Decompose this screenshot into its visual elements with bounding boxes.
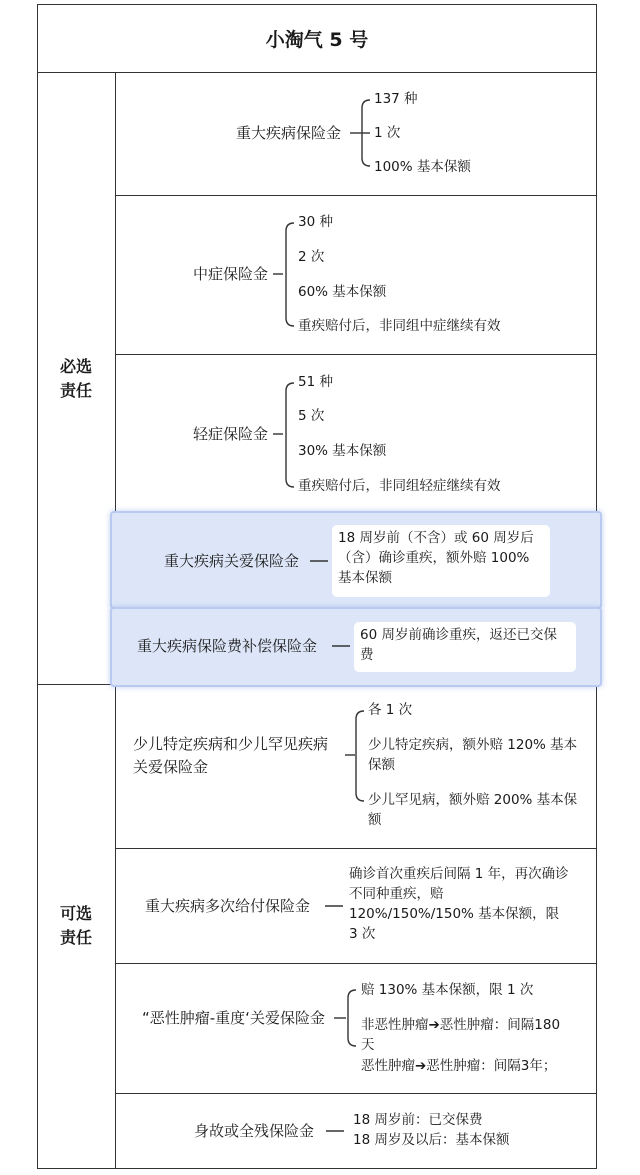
benefit-name: “恶性肿瘤-重度‘关爱保险金 <box>142 1009 325 1027</box>
section-label-line: 责任 <box>59 928 92 947</box>
benefit-detail: 少儿罕见病，额外赔 200% 基本保额 <box>368 792 578 828</box>
benefit-detail: 18 周岁及以后：基本保额 <box>353 1132 510 1148</box>
benefit-detail: 137 种 <box>374 91 418 107</box>
benefit-detail: 恶性肿瘤➔恶性肿瘤：间隔3年； <box>361 1058 557 1074</box>
section-label-line: 责任 <box>59 381 92 400</box>
benefit-detail: 2 次 <box>298 249 325 265</box>
benefit-name: 重大疾病关爱保险金 <box>164 552 300 570</box>
section-label-line: 必选 <box>59 357 92 376</box>
benefit-name: 重大疾病保险费补偿保险金 <box>137 637 318 655</box>
benefit-detail: 赔 130% 基本保额，限 1 次 <box>361 982 534 998</box>
benefit-detail: 30% 基本保额 <box>298 443 387 459</box>
benefit-detail: 100% 基本保额 <box>374 159 471 175</box>
benefit-detail: 51 种 <box>298 374 333 390</box>
benefit-detail: 30 种 <box>298 214 333 230</box>
benefit-detail: 重疾赔付后，非同组中症继续有效 <box>298 318 501 334</box>
benefit-detail: 1 次 <box>374 125 401 141</box>
benefit-name: 身故或全残保险金 <box>194 1122 315 1140</box>
page-title: 小淘气 5 号 <box>265 28 369 51</box>
benefit-detail: 60% 基本保额 <box>298 284 387 300</box>
benefit-detail: 重疾赔付后，非同组轻症继续有效 <box>298 478 501 494</box>
benefit-name: 中症保险金 <box>193 265 269 283</box>
section-label-line: 可选 <box>59 904 92 923</box>
benefit-detail-box: 60 周岁前确诊重疾，返还已交保费 <box>354 622 576 672</box>
benefit-name: 轻症保险金 <box>193 425 269 443</box>
benefit-name: 重大疾病多次给付保险金 <box>145 897 311 915</box>
benefit-detail: 少儿特定疾病，额外赔 120% 基本保额 <box>368 737 578 773</box>
benefit-detail: 非恶性肿瘤➔恶性肿瘤：间隔180天 <box>361 1017 561 1053</box>
benefit-detail-box: 18 周岁前（不含）或 60 周岁后（含）确诊重疾，额外赔 100% 基本保额 <box>332 525 550 597</box>
benefit-detail: 各 1 次 <box>368 702 413 718</box>
benefit-detail: 18 周岁前：已交保费 <box>353 1112 483 1128</box>
benefit-name: 少儿特定疾病和少儿罕见疾病 <box>133 735 329 753</box>
benefit-name: 关爱保险金 <box>133 758 209 776</box>
benefit-detail: 5 次 <box>298 408 325 424</box>
benefit-detail: 确诊首次重疾后间隔 1 年，再次确诊不同种重疾，赔 120%/150%/150% 基本保额，限 3 次 <box>349 866 569 942</box>
benefit-name: 重大疾病保险金 <box>236 124 342 142</box>
